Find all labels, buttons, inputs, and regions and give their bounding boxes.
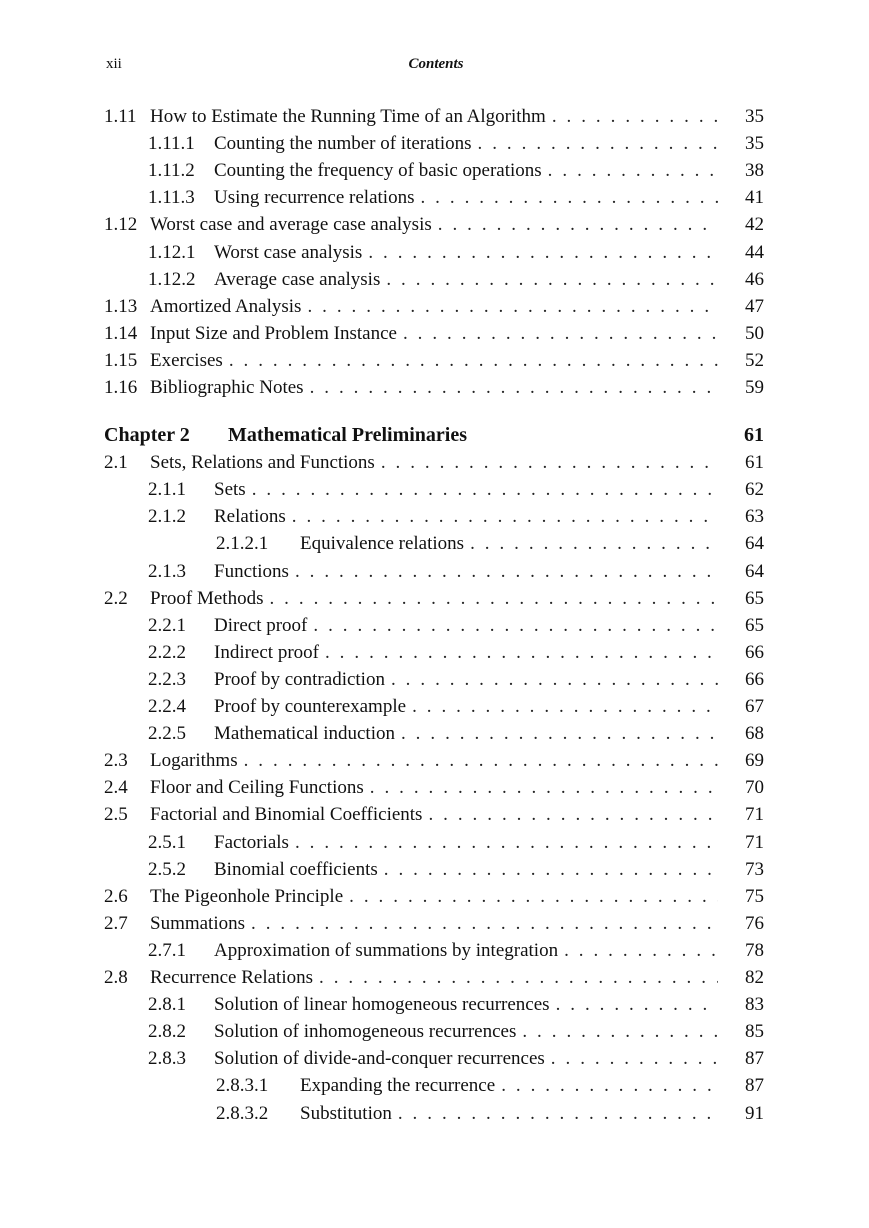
toc-entry-number: 2.7.1 [148, 939, 186, 961]
toc-entry-number: 2.2 [104, 587, 128, 609]
toc-entry-number: 1.11.2 [148, 160, 195, 182]
dot-leader [307, 294, 718, 320]
dot-leader [564, 938, 718, 964]
toc-entry-title: Proof by counterexample [214, 696, 407, 717]
toc-entry [148, 131, 764, 157]
toc-entry-title: Sets [214, 479, 246, 501]
toc-entry [148, 613, 764, 639]
toc-entry [104, 802, 764, 828]
toc-entry [104, 294, 764, 320]
toc-entry [148, 240, 764, 266]
toc-entry-page: 46 [745, 268, 764, 290]
toc-entry-page: 64 [745, 533, 764, 555]
toc-entry [216, 1073, 764, 1099]
toc-entry-number: 2.4 [104, 777, 128, 799]
toc-entry-number: 2.1.3 [148, 560, 186, 582]
dot-leader [295, 830, 718, 856]
toc-entry-page: 83 [745, 994, 764, 1016]
toc-entry-page: 65 [745, 614, 764, 636]
toc-entry-title: Proof Methods [150, 587, 264, 609]
dot-leader [269, 586, 718, 612]
dot-leader [420, 185, 718, 211]
toc-entry-title: Recurrence Relations [150, 967, 314, 988]
toc-entry-page: 62 [745, 479, 764, 501]
toc-entry-title: Expanding the recurrence [300, 1075, 496, 1097]
toc-entry [148, 504, 764, 530]
toc-entry-number: 2.8.3 [148, 1048, 186, 1070]
toc-entry-number: 2.7 [104, 912, 128, 934]
toc-entry-number: 2.1 [104, 452, 128, 474]
toc-entry [104, 375, 764, 401]
toc-entry-page: 70 [745, 777, 764, 799]
toc-entry [148, 857, 764, 883]
dot-leader [398, 1101, 718, 1127]
toc-entry [216, 1101, 764, 1127]
toc-entry-page: 47 [745, 295, 764, 317]
dot-leader [319, 965, 718, 991]
toc-entry-number: 2.3 [104, 750, 128, 772]
toc-entry-page: 87 [745, 1048, 764, 1070]
toc-entry-number: 2.2.3 [148, 668, 186, 690]
toc-entry-title: Approximation of summations by integration [214, 939, 559, 961]
toc-entry [148, 158, 764, 184]
dot-leader [552, 104, 718, 130]
toc-entry [104, 965, 764, 991]
toc-entry-title: Solution of inhomogeneous recurrences [214, 1021, 517, 1043]
toc-entry [104, 586, 764, 612]
dot-leader [556, 992, 718, 1018]
dot-leader [370, 775, 718, 801]
toc-entry [148, 830, 764, 856]
toc-entry-number: 1.11.1 [148, 133, 195, 155]
toc-entry-page: 61 [745, 452, 764, 474]
toc-entry-page: 63 [745, 506, 764, 528]
dot-leader [438, 212, 718, 238]
toc-entry-page: 65 [745, 587, 764, 609]
toc-entry [104, 321, 764, 347]
toc-entry [148, 992, 764, 1018]
toc-entry [104, 911, 764, 937]
dot-leader [412, 694, 718, 720]
dot-leader [310, 375, 718, 401]
toc-entry-title: The Pigeonhole Principle [150, 885, 344, 907]
toc-entry-page: 71 [745, 804, 764, 826]
dot-leader [313, 613, 718, 639]
toc-entry-title: Sets, Relations and Functions [150, 452, 375, 474]
toc-entry-number: 2.8.3.1 [216, 1075, 269, 1097]
toc-entry-title: Bibliographic Notes [150, 377, 304, 398]
toc-entry-title: Proof by contradiction [214, 668, 385, 690]
dot-leader [384, 857, 718, 883]
toc-entry [148, 185, 764, 211]
dot-leader [501, 1073, 718, 1099]
toc-entry-number: 1.15 [104, 349, 138, 371]
dot-leader [368, 240, 718, 266]
toc-entry-number: 1.12.1 [148, 241, 196, 263]
toc-entry-page: 35 [745, 106, 764, 127]
toc-entry-number: 2.1.2.1 [216, 533, 269, 555]
toc-entry-page: 73 [745, 858, 764, 880]
running-title: Contents [408, 56, 464, 72]
running-head [106, 56, 766, 76]
toc-entry-title: Worst case analysis [214, 241, 363, 263]
toc-entry-number: 2.2.1 [148, 614, 186, 636]
toc-entry-title: Floor and Ceiling Functions [150, 777, 364, 799]
toc-entry-title: Amortized Analysis [150, 295, 302, 317]
dot-leader [381, 450, 718, 476]
toc-entry-title: Factorials [214, 831, 289, 853]
toc-entry [148, 1046, 764, 1072]
toc-entry-number: 1.13 [104, 295, 138, 317]
page-number: xii [106, 56, 122, 72]
toc-entry-title: Summations [150, 912, 246, 934]
toc-entry-number: 2.1.2 [148, 506, 186, 528]
toc-entry-title: Indirect proof [214, 641, 319, 663]
toc-entry-page: 75 [745, 885, 764, 907]
toc-entry [148, 721, 764, 747]
toc-entry-page: 91 [745, 1102, 764, 1124]
toc-entry [148, 667, 764, 693]
dot-leader [295, 559, 718, 585]
toc-entry-page: 87 [745, 1075, 764, 1097]
toc-entry-title: Mathematical induction [214, 723, 395, 745]
toc-entry-number: 1.16 [104, 377, 138, 398]
toc-entry-page: 66 [745, 641, 764, 663]
toc-entry-number: 2.6 [104, 885, 128, 907]
toc-entry-number: 1.12.2 [148, 268, 196, 290]
toc-entry-page: 71 [745, 831, 764, 853]
toc-entry-number: 2.8 [104, 967, 128, 988]
toc-entry-title: Average case analysis [214, 268, 381, 290]
toc-entry-number: 2.1.1 [148, 479, 186, 501]
toc-entry-page: 68 [745, 723, 764, 745]
toc-entry [148, 559, 764, 585]
toc-entry-number: Chapter 2 [104, 424, 190, 447]
toc-entry [216, 531, 764, 557]
toc-entry-page: 64 [745, 560, 764, 582]
toc-entry-title: Mathematical Preliminaries [228, 424, 468, 447]
toc-entry-page: 82 [745, 967, 764, 988]
toc-entry-title: Input Size and Problem Instance [150, 322, 397, 344]
toc-entry [104, 884, 764, 910]
dot-leader [428, 802, 718, 828]
toc-entry-title: Counting the number of iterations [214, 133, 472, 155]
toc-entry-page: 85 [745, 1021, 764, 1043]
toc-entry-number: 2.2.5 [148, 723, 186, 745]
dot-leader [401, 721, 718, 747]
toc-entry-page: 52 [745, 349, 764, 371]
toc-entry-title: Using recurrence relations [214, 187, 415, 209]
toc-entry-page: 61 [744, 424, 764, 447]
toc-entry [148, 267, 764, 293]
toc-entry-number: 2.5 [104, 804, 128, 826]
toc-entry [104, 775, 764, 801]
toc-entry-title: Worst case and average case analysis [150, 214, 432, 236]
toc-entry [148, 938, 764, 964]
toc-entry-title: Exercises [150, 349, 223, 371]
dot-leader [292, 504, 718, 530]
toc-entry-title: Binomial coefficients [214, 858, 378, 880]
toc-entry-page: 59 [745, 377, 764, 398]
toc-entry [104, 748, 764, 774]
dot-leader [403, 321, 718, 347]
toc-entry-title: Solution of linear homogeneous recurrences [214, 994, 550, 1016]
dot-leader [229, 348, 718, 374]
toc-entry-number: 1.11.3 [148, 187, 195, 209]
toc-entry-page: 41 [745, 187, 764, 209]
toc-entry [148, 694, 764, 720]
toc-entry-title: Logarithms [150, 750, 238, 772]
toc-entry-number: 1.12 [104, 214, 138, 236]
toc-entry-number: 2.2.4 [148, 696, 186, 717]
toc-entry-number: 2.5.1 [148, 831, 186, 853]
toc-entry-title: Functions [214, 560, 289, 582]
toc-entry-number: 2.8.2 [148, 1021, 186, 1043]
toc-entry-page: 69 [745, 750, 764, 772]
chapter-heading [104, 422, 764, 448]
toc-entry-page: 42 [745, 214, 764, 236]
dot-leader [252, 477, 718, 503]
toc-entry-page: 76 [745, 912, 764, 934]
dot-leader [325, 640, 718, 666]
toc-entry-title: How to Estimate the Running Time of an Algorithm [150, 106, 546, 127]
toc-entry-title: Direct proof [214, 614, 308, 636]
dot-leader [470, 531, 718, 557]
toc-entry-page: 38 [745, 160, 764, 182]
dot-leader [244, 748, 718, 774]
toc-entry-page: 67 [745, 696, 764, 717]
toc-entry [148, 640, 764, 666]
dot-leader [349, 884, 718, 910]
dot-leader [478, 131, 718, 157]
dot-leader [391, 667, 718, 693]
toc-entry [148, 477, 764, 503]
toc-entry-page: 78 [745, 939, 764, 961]
dot-leader [251, 911, 718, 937]
toc-entry [104, 104, 764, 130]
toc-entry-title: Equivalence relations [300, 533, 465, 555]
dot-leader [548, 158, 718, 184]
toc-entry [104, 450, 764, 476]
toc-entry-number: 2.8.3.2 [216, 1102, 269, 1124]
toc-entry-page: 44 [745, 241, 764, 263]
toc-entry-title: Solution of divide-and-conquer recurrences [214, 1048, 545, 1070]
toc-entry-title: Substitution [300, 1102, 392, 1124]
toc-entry [104, 348, 764, 374]
dot-leader [386, 267, 718, 293]
toc-entry-number: 1.14 [104, 322, 138, 344]
toc-entry-page: 66 [745, 668, 764, 690]
toc-entry [104, 212, 764, 238]
toc-entry-title: Counting the frequency of basic operations [214, 160, 542, 182]
dot-leader [551, 1046, 718, 1072]
toc-entry-number: 2.2.2 [148, 641, 186, 663]
toc-entry [148, 1019, 764, 1045]
toc-entry-title: Factorial and Binomial Coefficients [150, 804, 423, 826]
toc-entry-number: 2.5.2 [148, 858, 186, 880]
toc-entry-number: 1.11 [104, 106, 137, 127]
toc-entry-title: Relations [214, 506, 286, 528]
toc-entry-page: 50 [745, 322, 764, 344]
toc-entry-number: 2.8.1 [148, 994, 186, 1016]
toc-entry-page: 35 [745, 133, 764, 155]
dot-leader [522, 1019, 718, 1045]
